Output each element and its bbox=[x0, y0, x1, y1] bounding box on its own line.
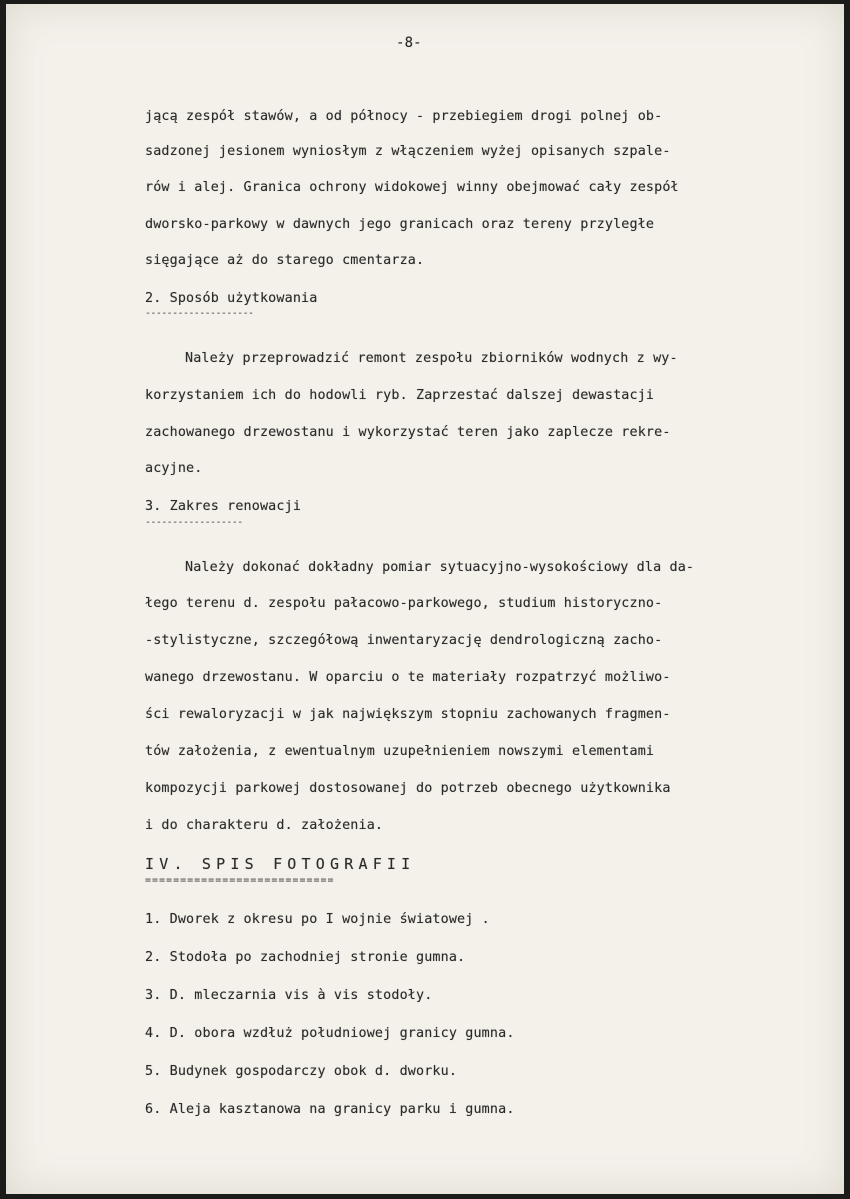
text-line: sadzonej jesionem wyniosłym z włączeniem wyżej opisanych szpale- bbox=[145, 144, 671, 159]
list-item: 2. Stodoła po zachodniej stronie gumna. bbox=[145, 950, 466, 965]
heading-underline: =========================== bbox=[145, 875, 335, 886]
text-line: Należy dokonać dokładny pomiar sytuacyjno-wysokościowy dla da- bbox=[185, 560, 695, 575]
text-line: tów założenia, z ewentualnym uzupełnieniem nowszymi elementami bbox=[145, 744, 655, 759]
text-line: kompozycji parkowej dostosowanej do potrzeb obecnego użytkownika bbox=[145, 781, 671, 796]
text-line: ści rewaloryzacji w jak największym stopniu zachowanych fragmen- bbox=[145, 707, 671, 722]
text-line: Należy przeprowadzić remont zespołu zbiorników wodnych z wy- bbox=[185, 351, 678, 366]
section-heading: IV. SPIS FOTOGRAFII bbox=[145, 855, 416, 873]
text-line: acyjne. bbox=[145, 461, 203, 476]
text-line: dworsko-parkowy w dawnych jego granicach oraz tereny przyległe bbox=[145, 217, 655, 232]
heading-underline: -------------------- bbox=[145, 308, 254, 319]
list-item: 6. Aleja kasztanowa na granicy parku i gumna. bbox=[145, 1102, 515, 1117]
section-heading: 3. Zakres renowacji bbox=[145, 499, 302, 514]
text-line: jącą zespół stawów, a od północy - przebiegiem drogi polnej ob- bbox=[145, 109, 663, 124]
text-line: łego terenu d. zespołu pałacowo-parkowego, studium historyczno- bbox=[145, 596, 663, 611]
text-line: rów i alej. Granica ochrony widokowej winny obejmować cały zespół bbox=[145, 180, 679, 195]
list-item: 1. Dworek z okresu po I wojnie światowej . bbox=[145, 912, 490, 927]
text-line: wanego drzewostanu. W oparciu o te materiały rozpatrzyć możliwo- bbox=[145, 670, 671, 685]
list-item: 4. D. obora wzdłuż południowej granicy gumna. bbox=[145, 1026, 515, 1041]
list-item: 5. Budynek gospodarczy obok d. dworku. bbox=[145, 1064, 458, 1079]
text-line: -stylistyczne, szczegółową inwentaryzację dendrologiczną zacho- bbox=[145, 633, 663, 648]
text-line: zachowanego drzewostanu i wykorzystać teren jako zaplecze rekre- bbox=[145, 425, 671, 440]
text-line: sięgające aż do starego cmentarza. bbox=[145, 253, 425, 268]
list-item: 3. D. mleczarnia vis à vis stodoły. bbox=[145, 988, 433, 1003]
text-line: i do charakteru d. założenia. bbox=[145, 818, 384, 833]
page-number: -8- bbox=[396, 35, 422, 51]
section-heading: 2. Sposób użytkowania bbox=[145, 291, 318, 306]
text-line: korzystaniem ich do hodowli ryb. Zaprzestać dalszej dewastacji bbox=[145, 388, 655, 403]
heading-underline: ------------------ bbox=[145, 517, 243, 528]
